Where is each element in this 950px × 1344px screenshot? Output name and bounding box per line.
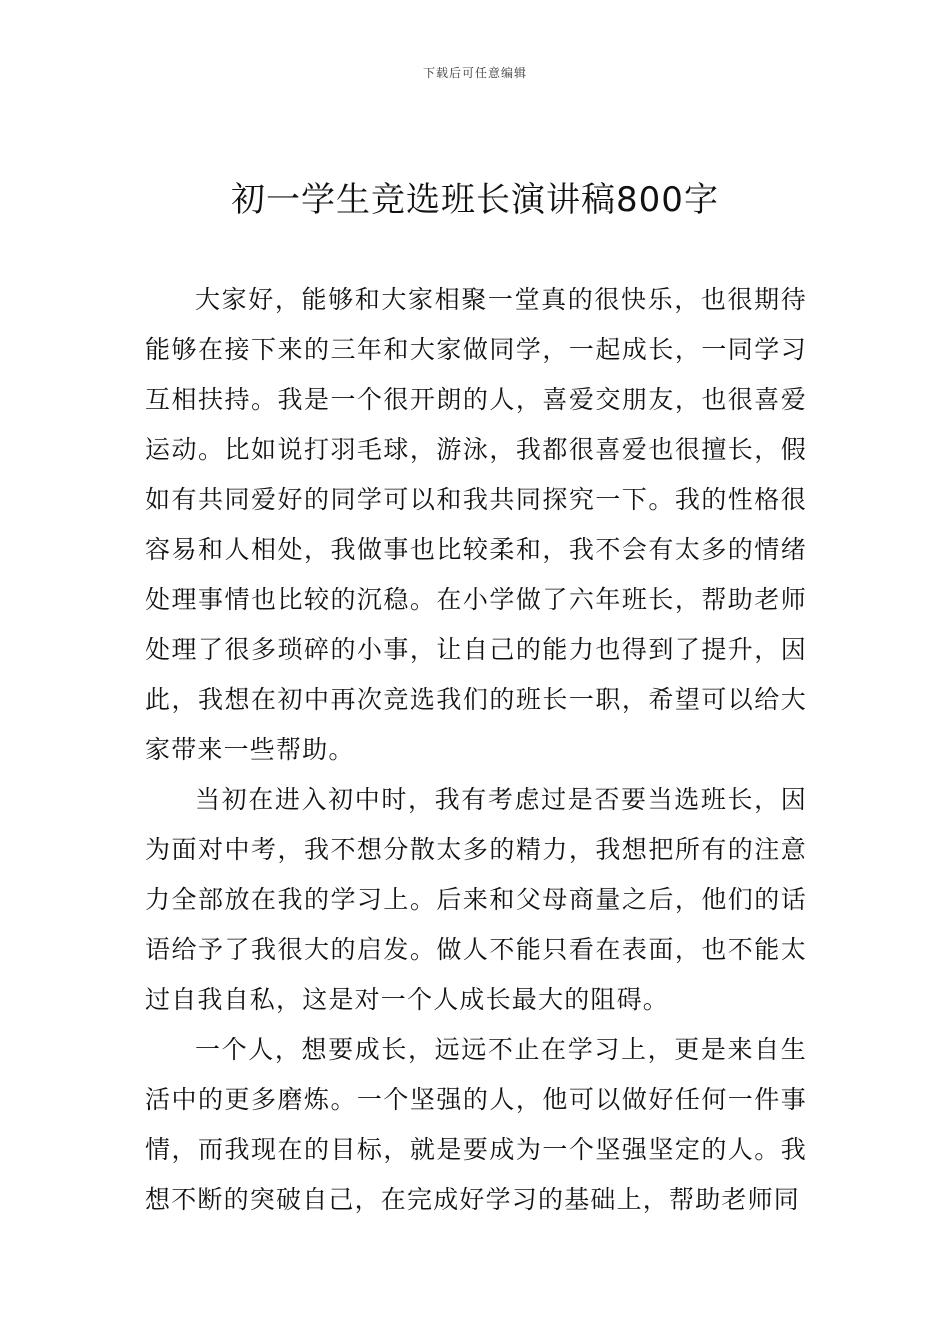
paragraph-3: 一个人，想要成长，远远不止在学习上，更是来自生活中的更多磨炼。一个坚强的人，他可以做好任何一件事情，而我现在的目标，就是要成为一个坚强坚定的人。我想不断的突破自己，在完成好学习的基础上，帮助老师同 <box>145 1035 807 1214</box>
paragraph-2: 当初在进入初中时，我有考虑过是否要当选班长，因为面对中考，我不想分散太多的精力，我想把所有的注意力全部放在我的学习上。后来和父母商量之后，他们的话语给予了我很大的启发。做人不能只看在表面，也不能太过自我自私，这是对一个人成长最大的阻碍。 <box>145 785 807 1014</box>
header-note: 下载后可任意编辑 <box>422 66 527 80</box>
document-body <box>145 275 807 1225</box>
paragraph-1: 大家好，能够和大家相聚一堂真的很快乐，也很期待能够在接下来的三年和大家做同学，一起成长，一同学习互相扶持。我是一个很开朗的人，喜爱交朋友，也很喜爱运动。比如说打羽毛球，游泳，我都很喜爱也很擅长，假如有共同爱好的同学可以和我共同探究一下。我的性格很容易和人相处，我做事也比较柔和，我不会有太多的情绪处理事情也比较的沉稳。在小学做了六年班长，帮助老师处理了很多琐碎的小事，让自己的能力也得到了提升，因此，我想在初中再次竞选我们的班长一职，希望可以给大家带来一些帮助。 <box>145 285 807 764</box>
document-title: 初一学生竞选班长演讲稿800字 <box>231 180 719 220</box>
